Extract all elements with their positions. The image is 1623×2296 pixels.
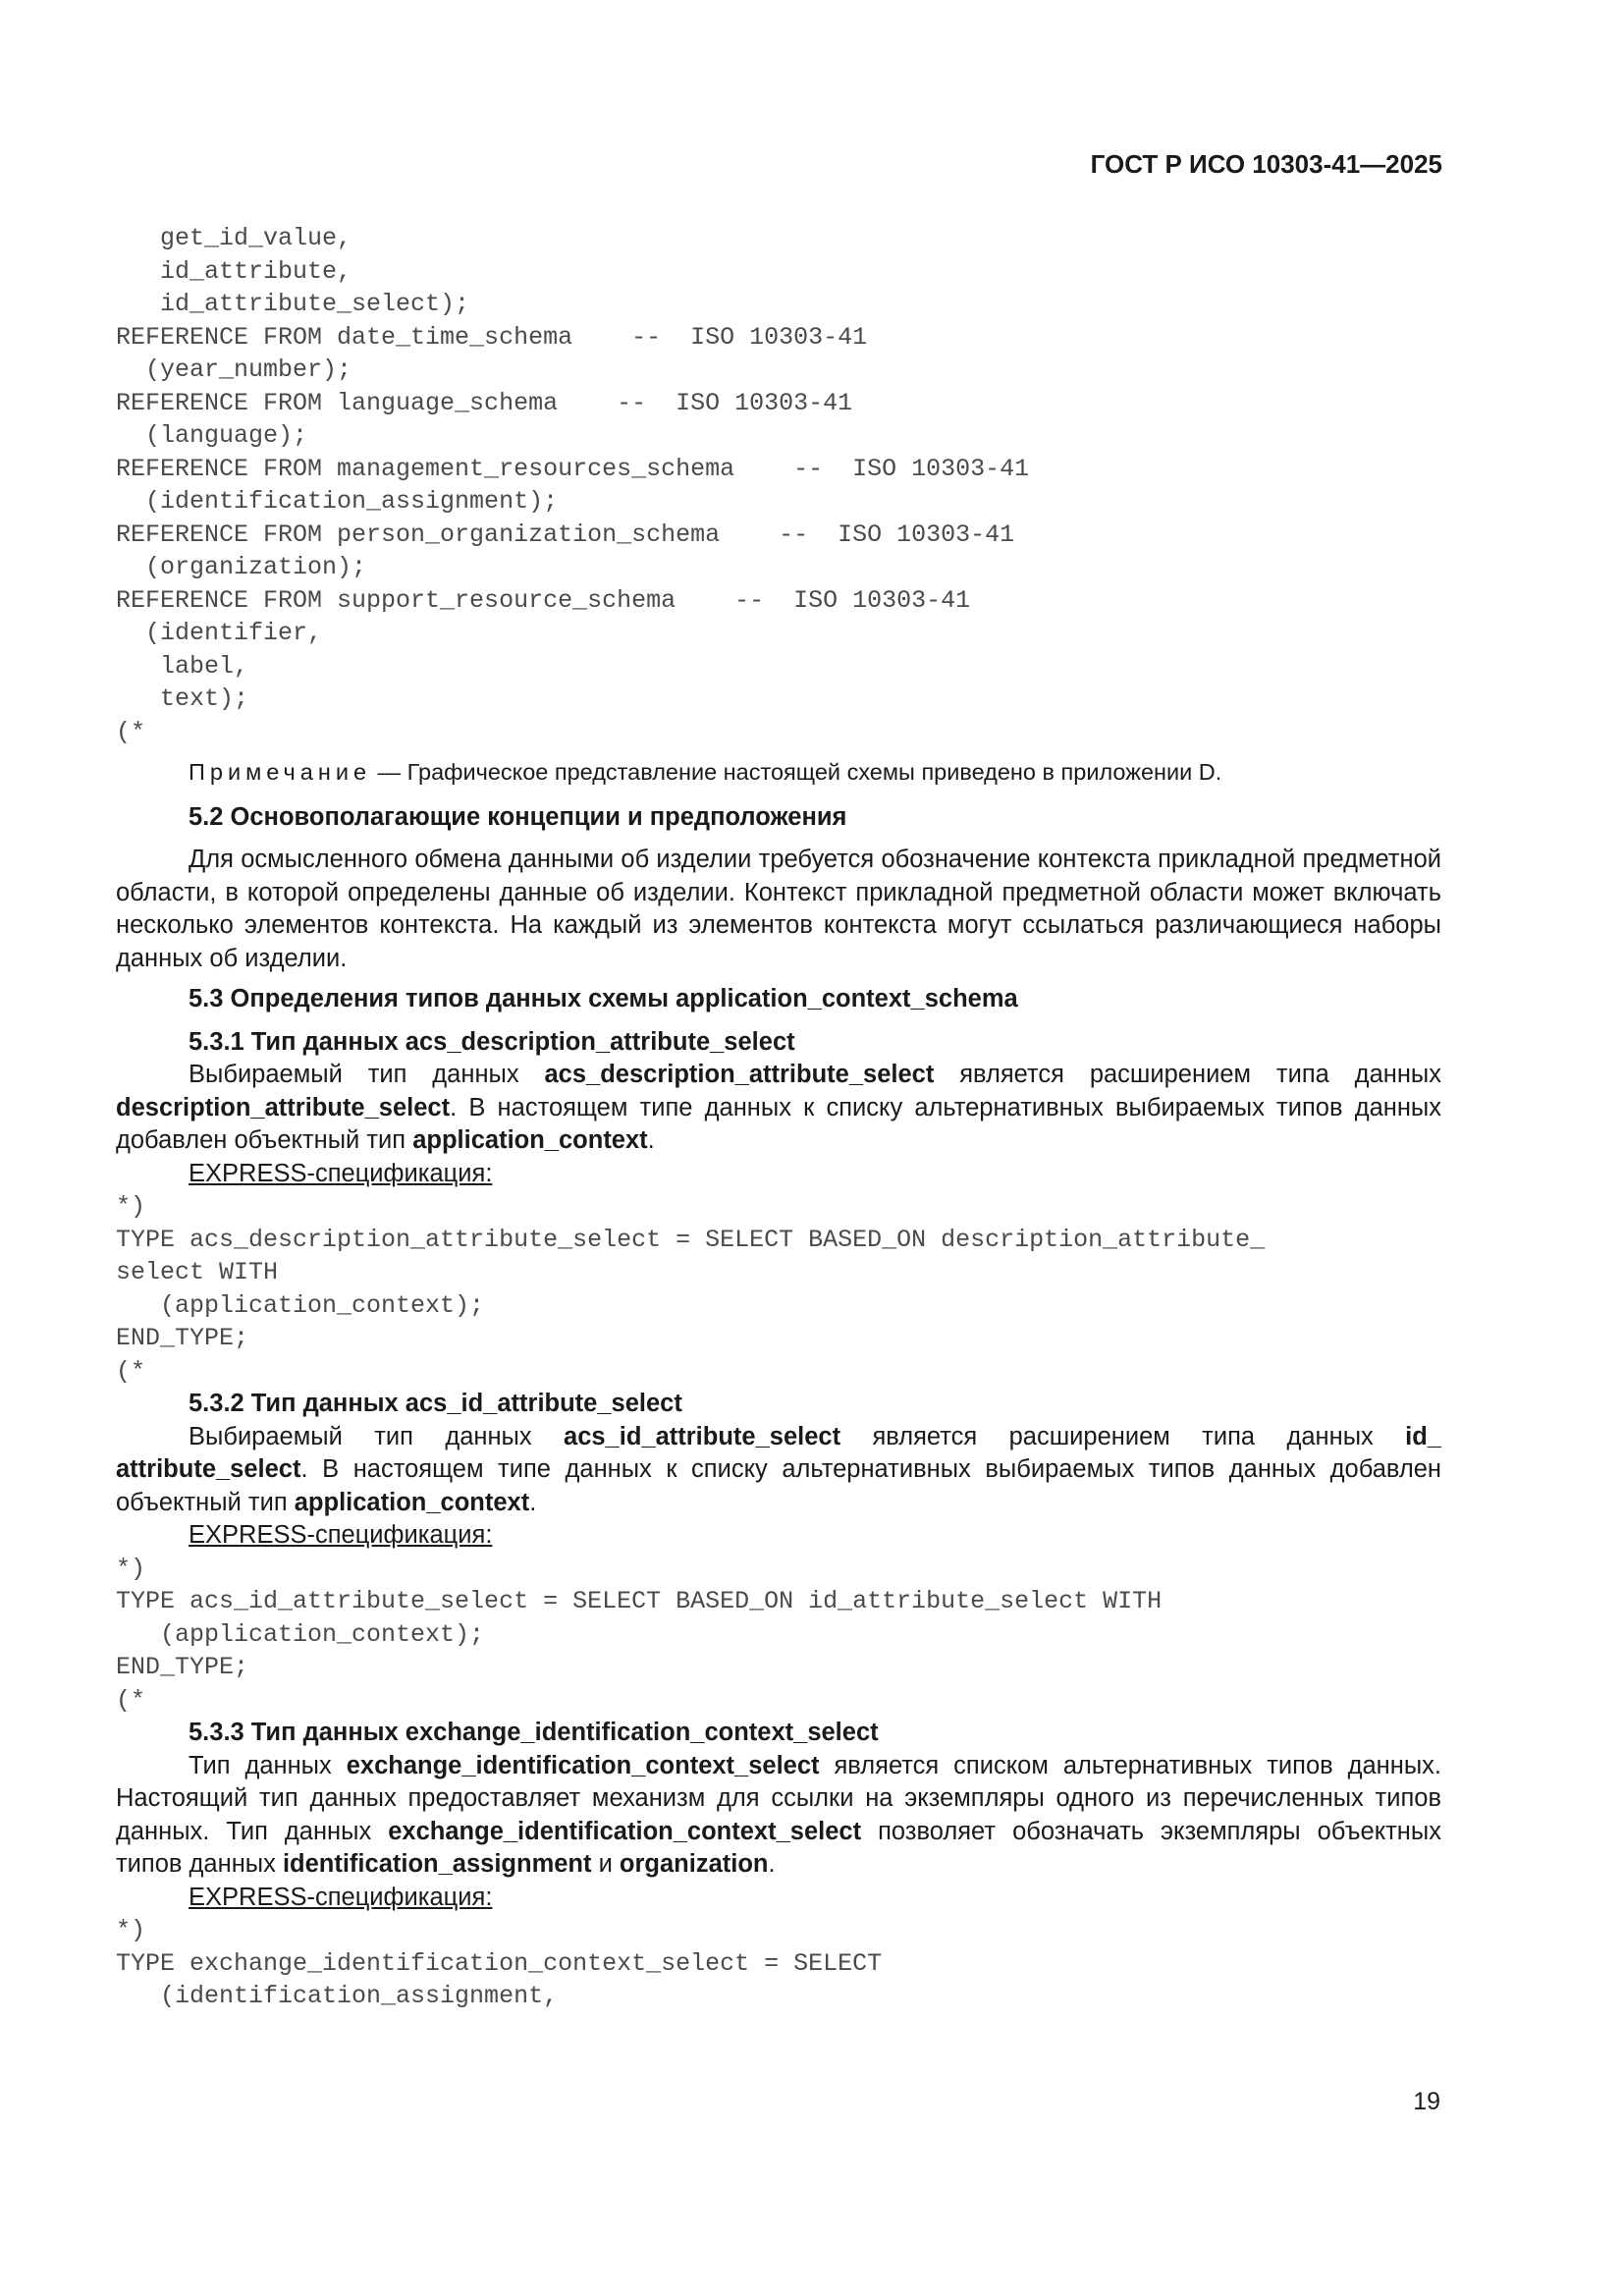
type-name: exchange_identification_context_select — [346, 1751, 820, 1779]
text-run: . В настоящем типе данных к списку альтернативных выбираемых типов данных добавлен объектный тип — [116, 1455, 1441, 1516]
text-run: позволяет обозначать экземпляры объектных типов данных — [116, 1817, 1441, 1878]
type-name: application_context — [294, 1488, 530, 1516]
text-run: . — [647, 1126, 655, 1154]
section-5-3-1-paragraph — [116, 1059, 1441, 1158]
text-run: . — [529, 1488, 537, 1516]
section-heading-5-3-2: 5.3.2 Тип данных acs_id_attribute_select — [189, 1390, 682, 1417]
express-code-block-5-3-2: *) TYPE acs_id_attribute_select = SELECT BASED_ON id_attribute_select WITH (application_context); END_TYPE; (* — [116, 1554, 1163, 1715]
section-heading-5-2: 5.2 Основополагающие концепции и предположения — [189, 802, 847, 831]
section-heading-5-3-1: 5.3.1 Тип данных acs_description_attribute_select — [189, 1027, 795, 1056]
express-code-block-5-3-1: *) TYPE acs_description_attribute_select = SELECT BASED_ON description_attribute_ select WITH (application_context); END_TYPE; (* — [116, 1192, 1266, 1386]
text-run: Выбираемый тип данных — [189, 1422, 565, 1450]
type-name: application_context — [412, 1126, 648, 1154]
note-text: Графическое представление настоящей схемы приведено в приложении D. — [406, 759, 1222, 785]
express-spec-label: EXPRESS-спецификация: — [189, 1159, 493, 1187]
note-dash: — — [371, 759, 407, 785]
section-5-3-3-paragraph — [116, 1750, 1441, 1882]
type-name: acs_id_attribute_select — [564, 1422, 841, 1450]
text-run: . В настоящем типе данных к списку альтернативных выбираемых типов данных добавлен объектный тип — [116, 1093, 1441, 1154]
text-run: Тип данных — [189, 1751, 347, 1779]
type-name: description_attribute_select — [116, 1093, 451, 1121]
section-heading-5-3: 5.3 Определения типов данных схемы application_context_schema — [189, 985, 1018, 1012]
section-5-2-paragraph: Для осмысленного обмена данными об изделии требуется обозначение контекста прикладной предметной области, в которой определены данные об изделии. Контекст прикладной предметной области может включать несколько элементов контекста. На каждый из элементов контекста могут ссылаться различающиеся наборы данных об изделии. — [116, 846, 1441, 972]
page-header-standard: ГОСТ Р ИСО 10303-41—2025 — [1090, 149, 1442, 179]
text-run: и — [591, 1850, 620, 1878]
type-name: id_ attribute_select — [116, 1422, 1441, 1483]
type-name: organization — [619, 1850, 769, 1878]
express-code-block-5-3-3: *) TYPE exchange_identification_context_select = SELECT (identification_assignment, — [116, 1916, 883, 2010]
text-run: . — [768, 1850, 776, 1878]
express-spec-label: EXPRESS-спецификация: — [189, 1521, 493, 1549]
section-5-3-2-paragraph — [116, 1421, 1441, 1520]
page-number: 19 — [1413, 2088, 1440, 2115]
text-run: является расширением типа данных — [840, 1422, 1406, 1450]
type-name: acs_description_attribute_select — [544, 1061, 935, 1088]
type-name: exchange_identification_context_select — [388, 1817, 862, 1845]
page-content — [116, 222, 1441, 2013]
text-run: является расширением типа данных — [934, 1061, 1441, 1088]
type-name: identification_assignment — [282, 1850, 592, 1878]
note-label: Примечание — [189, 759, 372, 785]
note — [116, 756, 1441, 790]
section-heading-5-3-3: 5.3.3 Тип данных exchange_identification_context_select — [189, 1719, 879, 1746]
text-run: Выбираемый тип данных — [189, 1061, 545, 1088]
text-run: является списком альтернативных типов данных. Настоящий тип данных предоставляет механизм для ссылки на экземпляры одного из перечисленных типов данных. Тип данных — [116, 1751, 1442, 1845]
express-code-block-references: get_id_value, id_attribute, id_attribute_select); REFERENCE FROM date_time_schema -- ISO 10303-41 (year_number); REFERENCE FROM language_schema -- ISO 10303-41 (language); REFERENCE FROM management_resources_schema -- ISO 10303-41 (identification_assignment); REFERENCE FROM person_organization_schema -- ISO 10303-41 (organization); REFERENCE FROM support_resource_schema -- ISO 10303-41 (identifier, label, text); (* — [116, 224, 1030, 746]
express-spec-label: EXPRESS-спецификация: — [189, 1883, 493, 1911]
